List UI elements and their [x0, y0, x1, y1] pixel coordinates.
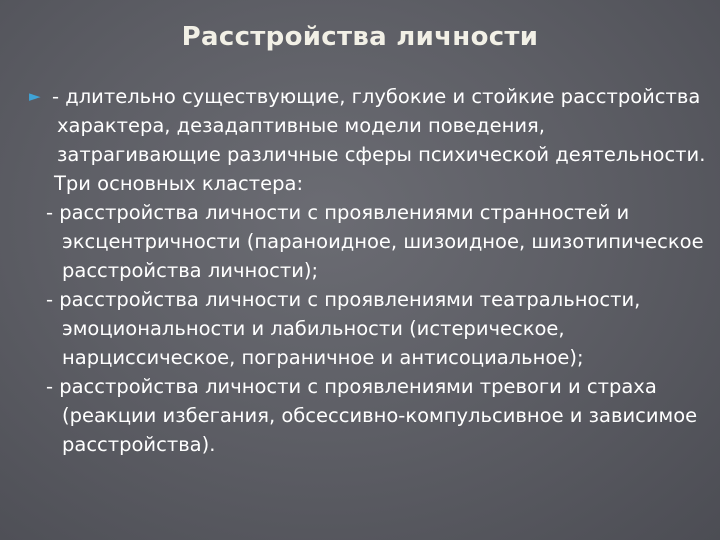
- cluster-item-2: - расстройства личности с проявлениями театральности, эмоциональности и лабильности (истерическое, нарциссическое, пограничное и антисоциальное);: [46, 288, 641, 369]
- definition-text: - длительно существующие, глубокие и стойкие расстройства характера, дезадаптивные модели поведения, затрагивающие различные сферы психической деятельности.: [52, 85, 706, 166]
- slide-title: Расстройства личности: [181, 22, 539, 52]
- clusters-heading: Три основных кластера:: [54, 172, 304, 195]
- slide-body: [29, 82, 706, 459]
- bullet-arrow-icon: ►: [29, 87, 41, 105]
- cluster-item-3: - расстройства личности с проявлениями тревоги и страха (реакции избегания, обсессивно-компульсивное и зависимое расстройства).: [46, 375, 698, 456]
- definition-paragraph: [29, 82, 706, 169]
- cluster-item-1: - расстройства личности с проявлениями странностей и эксцентричности (параноидное, шизоидное, шизотипическое расстройства личности);: [46, 201, 704, 282]
